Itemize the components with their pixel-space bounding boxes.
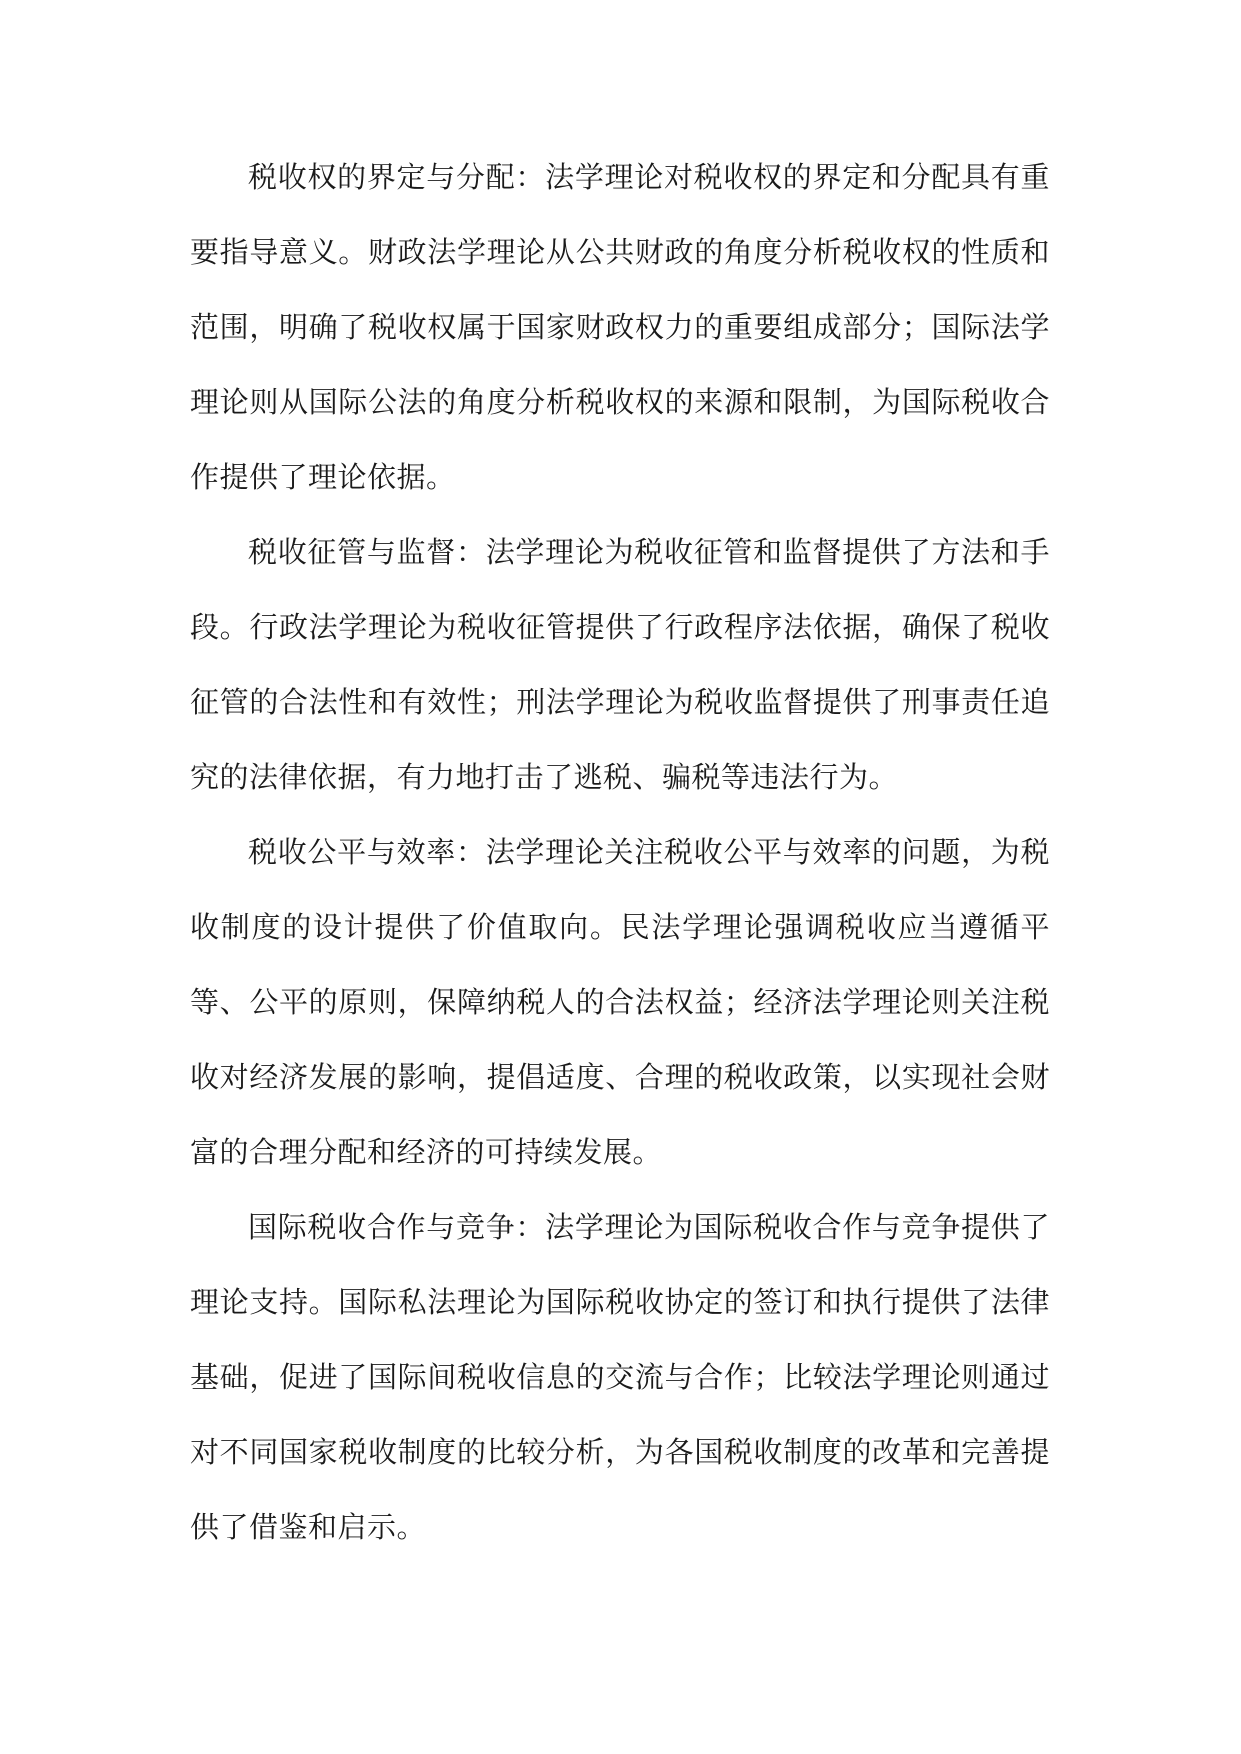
paragraph-tax-collection: 税收征管与监督：法学理论为税收征管和监督提供了方法和手段。行政法学理论为税收征管提供了行政程序法依据，确保了税收征管的合法性和有效性；刑法学理论为税收监督提供了刑事责任追究的法律依据，有力地打击了逃税、骗税等违法行为。: [190, 535, 1050, 794]
paragraph-international-tax: 国际税收合作与竞争：法学理论为国际税收合作与竞争提供了理论支持。国际私法理论为国际税收协定的签订和执行提供了法律基础，促进了国际间税收信息的交流与合作；比较法学理论则通过对不同国家税收制度的比较分析，为各国税收制度的改革和完善提供了借鉴和启示。: [190, 1210, 1050, 1544]
paragraph-tax-power: 税收权的界定与分配：法学理论对税收权的界定和分配具有重要指导意义。财政法学理论从公共财政的角度分析税收权的性质和范围，明确了税收权属于国家财政权力的重要组成部分；国际法学理论则从国际公法的角度分析税收权的来源和限制，为国际税收合作提供了理论依据。: [190, 160, 1050, 494]
paragraph-tax-fairness: 税收公平与效率：法学理论关注税收公平与效率的问题，为税收制度的设计提供了价值取向。民法学理论强调税收应当遵循平等、公平的原则，保障纳税人的合法权益；经济法学理论则关注税收对经济发展的影响，提倡适度、合理的税收政策，以实现社会财富的合理分配和经济的可持续发展。: [190, 835, 1050, 1169]
document-body: [190, 140, 1050, 1565]
